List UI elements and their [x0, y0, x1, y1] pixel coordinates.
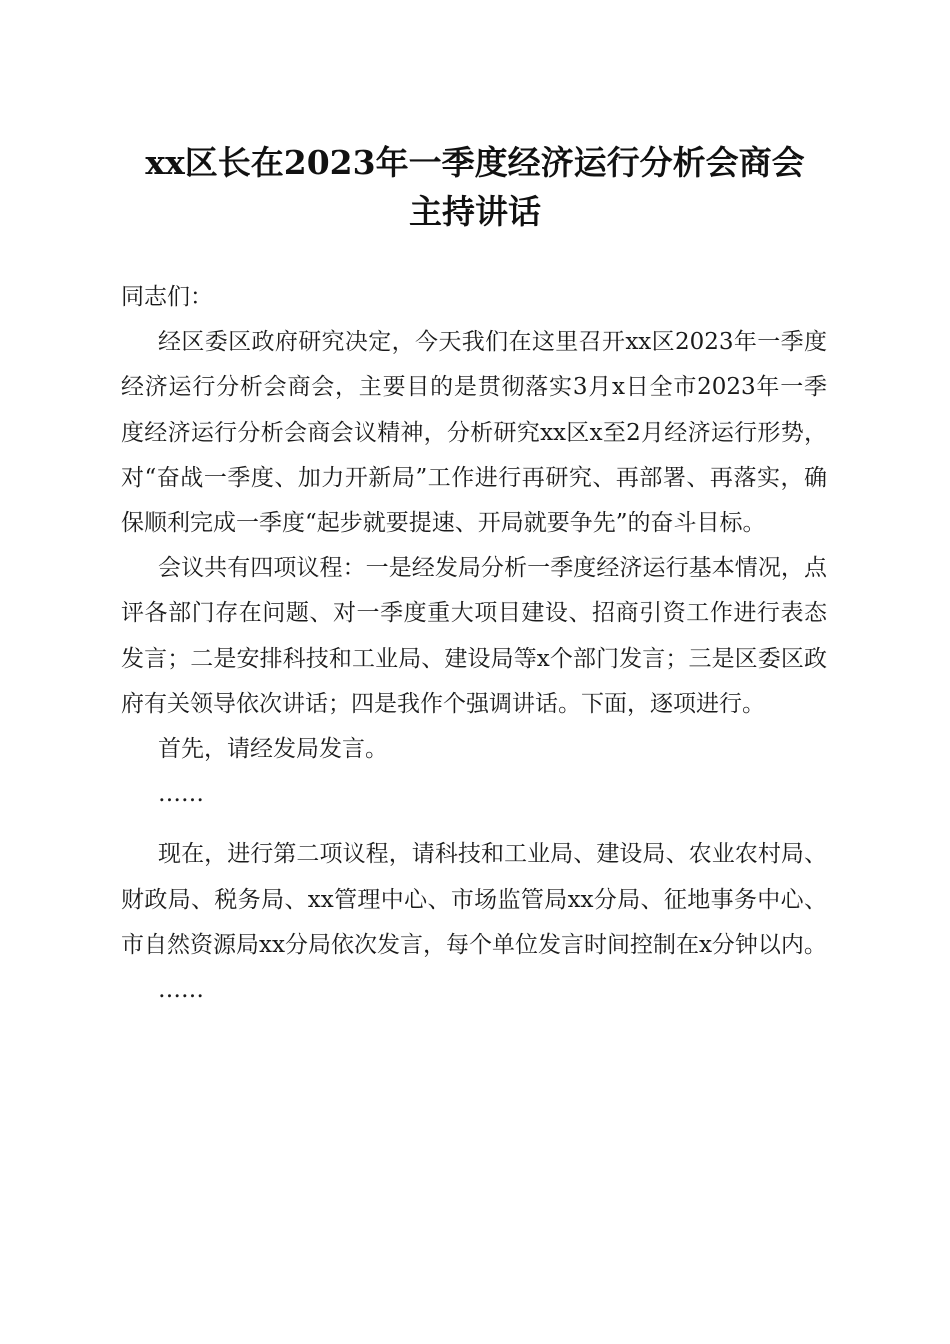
- paragraph-first-speaker: 首先，请经发局发言。: [158, 736, 388, 763]
- document-body: [121, 275, 827, 1013]
- title-line-1: xx区长在2023年一季度经济运行分析会商会: [145, 143, 805, 182]
- ellipsis-2: ……: [158, 977, 204, 1004]
- ellipsis-1: ……: [158, 781, 204, 808]
- paragraph-second-agenda: 现在，进行第二项议程，请科技和工业局、建设局、农业农村局、财政局、税务局、xx管理中心、市场监管局xx分局、征地事务中心、市自然资源局xx分局依次发言，每个单位发言时间控制在x分钟以内。: [121, 841, 827, 958]
- paragraph-agenda: 会议共有四项议程：一是经发局分析一季度经济运行基本情况，点评各部门存在问题、对一季度重大项目建设、招商引资工作进行表态发言；二是安排科技和工业局、建设局等x个部门发言；三是区委区政府有关领导依次讲话；四是我作个强调讲话。下面，逐项进行。: [121, 555, 827, 717]
- title-line-2: 主持讲话: [409, 192, 541, 231]
- paragraph-intro: 经区委区政府研究决定，今天我们在这里召开xx区2023年一季度经济运行分析会商会，主要目的是贯彻落实3月x日全市2023年一季度经济运行分析会商会议精神，分析研究xx区x至2月经济运行形势，对“奋战一季度、加力开新局”工作进行再研究、再部署、再落实，确保顺利完成一季度“起步就要提速、开局就要争先”的奋斗目标。: [121, 329, 827, 537]
- salutation: 同志们：: [121, 284, 213, 310]
- document-title: [100, 138, 850, 236]
